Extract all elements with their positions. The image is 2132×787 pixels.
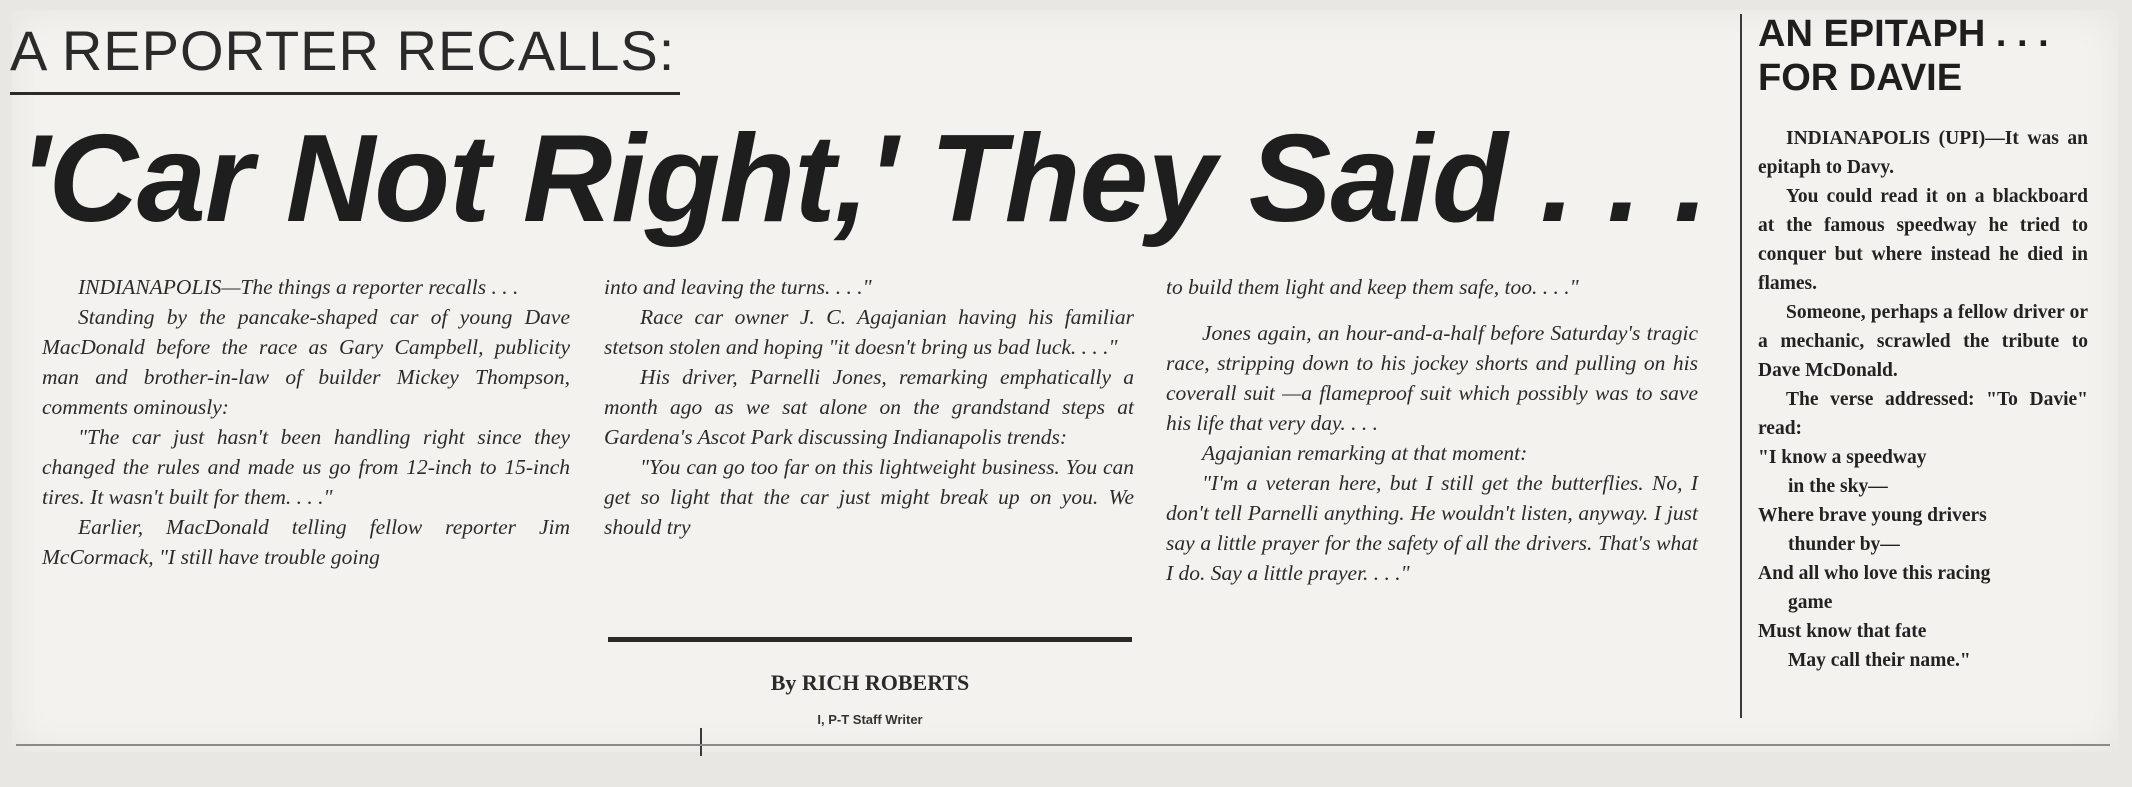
staff-writer-line: I, P-T Staff Writer: [817, 712, 923, 727]
paragraph: to build them light and keep them safe, too. . . .": [1166, 275, 1579, 299]
verse-line: May call their name.": [1788, 650, 1971, 671]
paragraph: "I'm a veteran here, but I still get the butterflies. No, I don't tell Parnelli anything. He wouldn't listen, anyway. I just say a little prayer for the safety of all the drivers. That's what I do. Say a little prayer. . . .": [1166, 471, 1698, 585]
sidebar-headline-line1: AN EPITAPH . . .: [1758, 13, 2049, 55]
verse-line: Must know that fate: [1758, 621, 1927, 642]
paragraph: Agajanian remarking at that moment:: [1202, 441, 1528, 465]
verse-line: game: [1788, 592, 1833, 613]
kicker-underline: [10, 92, 680, 95]
column-divider: [700, 728, 702, 756]
paragraph: Someone, perhaps a fellow driver or a mechanic, scrawled the tribute to Dave McDonald.: [1758, 302, 2088, 381]
main-headline: 'Car Not Right,' They Said . . .: [20, 110, 1708, 248]
paragraph: into and leaving the turns. . . .": [604, 275, 872, 299]
kicker-heading: A REPORTER RECALLS:: [10, 19, 676, 82]
paragraph: Standing by the pancake-shaped car of young Dave MacDonald before the race as Gary Campbell, publicity man and brother-in-law of builder Mickey Thompson, comments ominously:: [42, 305, 570, 419]
verse-line: "I know a speedway: [1758, 447, 1927, 468]
paragraph: His driver, Parnelli Jones, remarking emphatically a month ago as we sat alone on the grandstand steps at Gardena's Ascot Park discussing Indianapolis trends:: [604, 365, 1134, 449]
sidebar-body: [1758, 124, 2088, 675]
verse-line: And all who love this racing: [1758, 563, 1991, 584]
paragraph: Earlier, MacDonald telling fellow reporter Jim McCormack, "I still have trouble going: [42, 515, 570, 569]
article-column-2: [604, 272, 1134, 542]
paragraph: INDIANAPOLIS (UPI)—It was an epitaph to Davy.: [1758, 128, 2088, 178]
sidebar-headline: [1758, 12, 2098, 100]
paragraph: The verse addressed: "To Davie" read:: [1758, 389, 2088, 439]
verse-line: in the sky—: [1788, 476, 1888, 497]
sidebar-divider: [1740, 14, 1742, 718]
paragraph: "The car just hasn't been handling right since they changed the rules and made us go from 12-inch to 15-inch tires. It wasn't built for them. . . .": [42, 425, 570, 509]
byline: By RICH ROBERTS: [770, 670, 970, 695]
paragraph: You could read it on a blackboard at the famous speedway he tried to conquer but where instead he died in flames.: [1758, 186, 2088, 294]
bottom-rule: [16, 744, 2110, 746]
verse-line: thunder by—: [1788, 534, 1900, 555]
byline-rule: [608, 637, 1132, 642]
paragraph: Race car owner J. C. Agajanian having his familiar stetson stolen and hoping "it doesn't bring us bad luck. . . .": [604, 305, 1134, 359]
article-column-1: [42, 272, 570, 572]
sidebar-headline-line2: FOR DAVIE: [1758, 57, 1963, 99]
article-column-3: [1166, 272, 1698, 588]
paragraph: "You can go too far on this lightweight business. You can get so light that the car just might break up on you. We should try: [604, 455, 1134, 539]
verse-line: Where brave young drivers: [1758, 505, 1987, 526]
epitaph-verse: [1758, 443, 2088, 675]
paragraph: Jones again, an hour-and-a-half before Saturday's tragic race, stripping down to his jockey shorts and pulling on his coverall suit —a flameproof suit which possibly was to save his life that very day. . . .: [1166, 321, 1698, 435]
paragraph: INDIANAPOLIS—The things a reporter recalls . . .: [78, 275, 519, 299]
